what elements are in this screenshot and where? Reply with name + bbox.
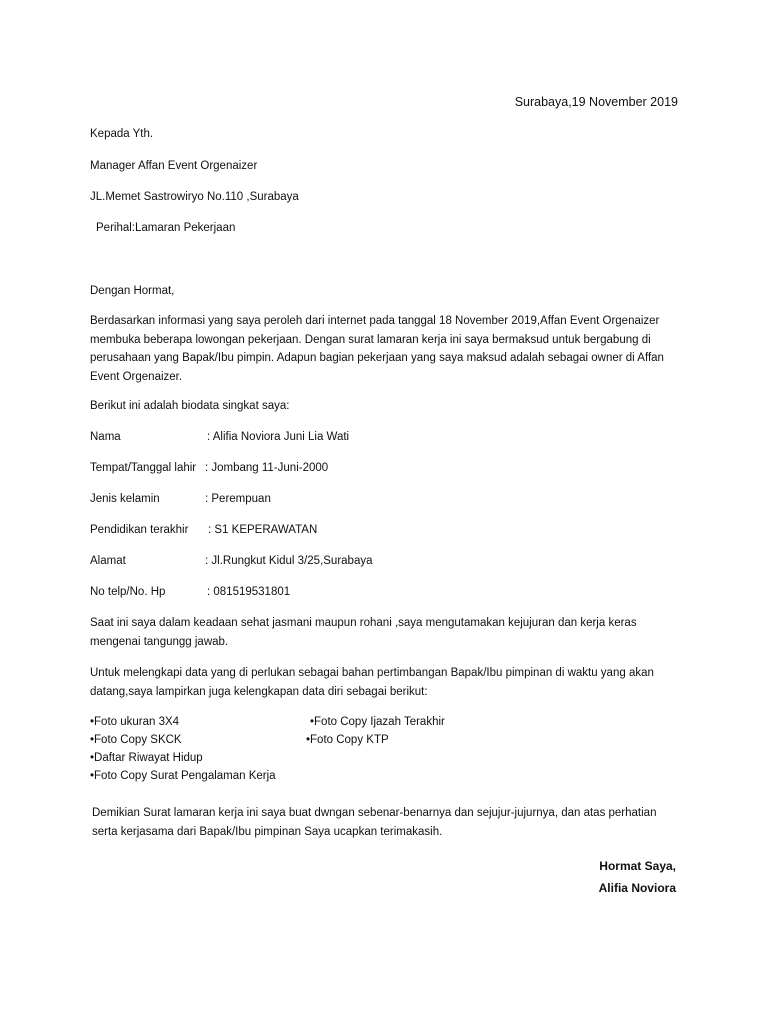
recipient-name: Manager Affan Event Orgenaizer	[90, 160, 258, 172]
health-paragraph: Saat ini saya dalam keadaan sehat jasmani maupun rohani ,saya mengutamakan kejujuran dan kerja keras mengenai tangungg jawab.	[90, 617, 637, 648]
biodata-label-address: Alamat	[90, 555, 126, 567]
recipient-address: JL.Memet Sastrowiryo No.110 ,Surabaya	[90, 191, 299, 203]
date-line: Surabaya,19 November 2019	[514, 95, 678, 109]
biodata-intro: Berikut ini adalah biodata singkat saya:	[90, 400, 290, 412]
biodata-label-name: Nama	[90, 431, 121, 443]
biodata-value-address: : Jl.Rungkut Kidul 3/25,Surabaya	[205, 555, 373, 567]
attachments-intro: Untuk melengkapi data yang di perlukan sebagai bahan pertimbangan Bapak/Ibu pimpinan di waktu yang akan datang,saya lampirkan juga kelengkapan data diri sebagai berikut:	[90, 667, 654, 698]
closing-paragraph: Demikian Surat lamaran kerja ini saya buat dwngan sebenar-benarnya dan sejujur-jujurnya, dan atas perhatian serta kerjasama dari Bapak/Ibu pimpinan Saya ucapkan terimakasih.	[92, 807, 657, 838]
biodata-label-phone: No telp/No. Hp	[90, 586, 166, 598]
attachment-item: •Daftar Riwayat Hidup	[90, 752, 203, 764]
biodata-value-phone: : 081519531801	[207, 586, 291, 598]
attachment-item: •Foto Copy SKCK	[90, 734, 182, 746]
recipient-greeting: Kepada Yth.	[90, 128, 154, 140]
biodata-value-birth: : Jombang 11-Juni-2000	[205, 462, 329, 474]
biodata-label-gender: Jenis kelamin	[90, 493, 160, 505]
attachment-item: •Foto Copy KTP	[306, 734, 389, 746]
attachment-item: •Foto Copy Surat Pengalaman Kerja	[90, 770, 276, 782]
salutation: Dengan Hormat,	[90, 285, 175, 297]
biodata-value-education: : S1 KEPERAWATAN	[208, 524, 318, 536]
biodata-value-name: : Alifia Noviora Juni Lia Wati	[207, 431, 350, 443]
attachment-item: •Foto Copy Ijazah Terakhir	[310, 716, 445, 728]
biodata-label-education: Pendidikan terakhir	[90, 524, 189, 536]
attachment-item: •Foto ukuran 3X4	[90, 716, 180, 728]
sign-off: Hormat Saya,	[599, 859, 676, 873]
intro-paragraph: Berdasarkan informasi yang saya peroleh dari internet pada tanggal 18 November 2019,Affan Event Orgenaizer membuka beberapa lowongan pekerjaan. Dengan surat lamaran kerja ini saya bermaksud untuk bergabung di perusahaan yang Bapak/Ibu pimpin. Adapun bagian pekerjaan yang saya maksud adalah sebagai owner di Affan Event Orgenaizer.	[90, 315, 664, 383]
subject-line: Perihal:Lamaran Pekerjaan	[96, 222, 236, 234]
signer-name: Alifia Noviora	[598, 881, 676, 895]
biodata-label-birth: Tempat/Tanggal lahir	[90, 462, 197, 474]
biodata-value-gender: : Perempuan	[205, 493, 271, 505]
